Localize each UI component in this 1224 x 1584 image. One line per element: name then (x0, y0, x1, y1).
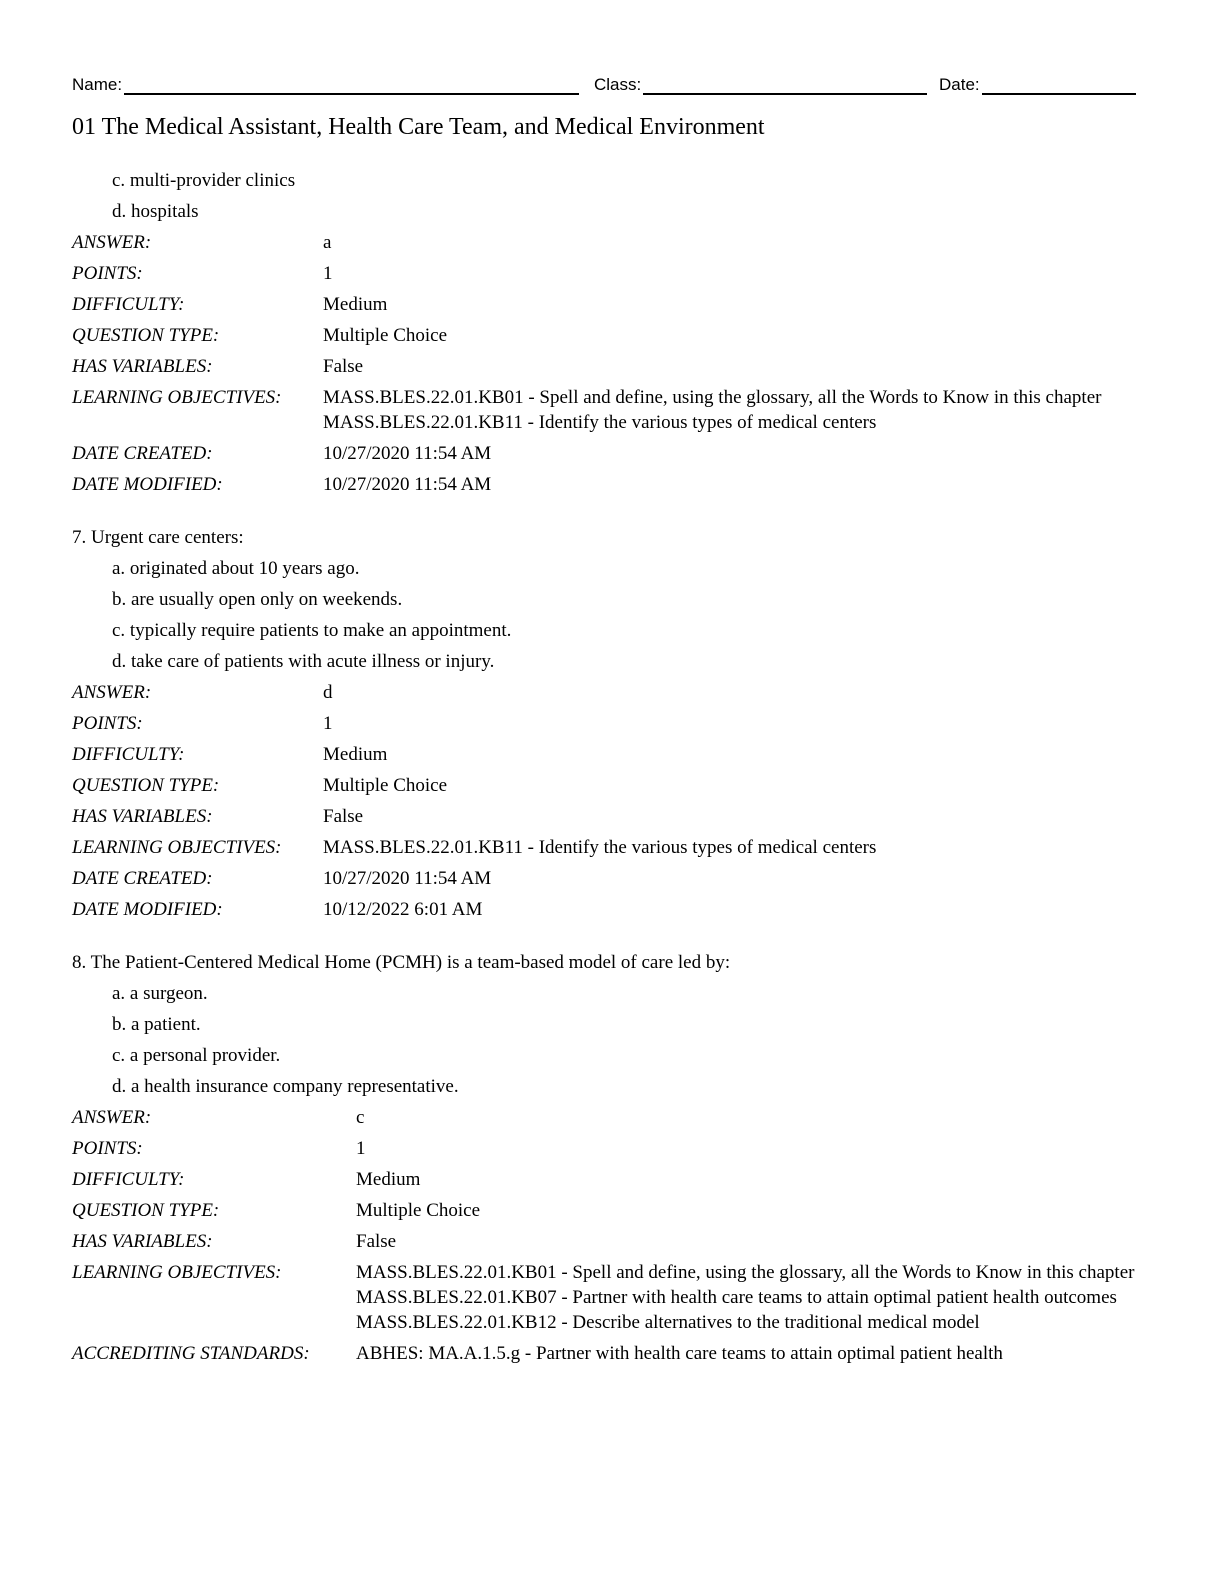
answer-row (72, 1102, 1147, 1133)
page-title: 01 The Medical Assistant, Health Care Team, and Medical Environment (72, 114, 765, 140)
has-variables-row (72, 351, 1147, 382)
learning-objectives-label: LEARNING OBJECTIVES: (72, 837, 282, 858)
difficulty-row (72, 739, 1147, 770)
question-6 (72, 165, 1147, 500)
question-text: 8. The Patient-Centered Medical Home (PCMH) is a team-based model of care led by: (72, 952, 731, 973)
date-modified-row (72, 894, 1147, 925)
difficulty-label: DIFFICULTY: (72, 294, 185, 315)
choice-d: d. a health insurance company representative. (112, 1076, 459, 1097)
answer-value: a (323, 232, 332, 253)
choice-c: c. typically require patients to make an appointment. (112, 620, 512, 641)
learning-objective: MASS.BLES.22.01.KB12 - Describe alternatives to the traditional medical model (356, 1312, 980, 1333)
date-blank[interactable] (982, 74, 1136, 95)
question-type-value: Multiple Choice (323, 325, 448, 346)
has-variables-value: False (323, 356, 364, 377)
has-variables-row (72, 801, 1147, 832)
has-variables-label: HAS VARIABLES: (72, 1231, 213, 1252)
question-7-metadata (72, 677, 1147, 925)
name-blank[interactable] (124, 74, 579, 95)
question-text: 7. Urgent care centers: (72, 527, 244, 548)
learning-objective: MASS.BLES.22.01.KB07 - Partner with health care teams to attain optimal patient health outcomes (356, 1287, 1117, 1308)
name-label: Name: (72, 75, 123, 94)
date-created-label: DATE CREATED: (72, 443, 213, 464)
learning-objective: MASS.BLES.22.01.KB11 - Identify the various types of medical centers (323, 837, 877, 858)
learning-objective: MASS.BLES.22.01.KB01 - Spell and define, using the glossary, all the Words to Know in this chapter (323, 387, 1102, 408)
choice-b: b. are usually open only on weekends. (112, 589, 403, 610)
accrediting-standards-label: ACCREDITING STANDARDS: (72, 1343, 310, 1364)
has-variables-label: HAS VARIABLES: (72, 356, 213, 377)
points-row (72, 258, 1147, 289)
date-modified-label: DATE MODIFIED: (72, 899, 223, 920)
date-created-row (72, 438, 1147, 469)
question-8-metadata (72, 1102, 1147, 1369)
difficulty-label: DIFFICULTY: (72, 744, 185, 765)
question-type-label: QUESTION TYPE: (72, 325, 220, 346)
answer-value: d (323, 682, 333, 703)
date-created-value: 10/27/2020 11:54 AM (323, 868, 492, 889)
points-row (72, 1133, 1147, 1164)
points-label: POINTS: (72, 1138, 143, 1159)
has-variables-label: HAS VARIABLES: (72, 806, 213, 827)
difficulty-value: Medium (356, 1169, 421, 1190)
question-type-row (72, 770, 1147, 801)
date-label: Date: (939, 75, 980, 94)
learning-objectives-label: LEARNING OBJECTIVES: (72, 1262, 282, 1283)
choice-d: d. take care of patients with acute illness or injury. (112, 651, 495, 672)
learning-objectives-row (72, 382, 1147, 438)
answer-label: ANSWER: (72, 682, 152, 703)
learning-objectives-row (72, 832, 1147, 863)
answer-value: c (356, 1107, 365, 1128)
question-type-row (72, 320, 1147, 351)
choice-b: b. a patient. (112, 1014, 201, 1035)
choice-c: c. multi-provider clinics (112, 170, 296, 191)
points-value: 1 (323, 263, 333, 284)
difficulty-value: Medium (323, 744, 388, 765)
has-variables-value: False (356, 1231, 397, 1252)
points-label: POINTS: (72, 713, 143, 734)
question-type-label: QUESTION TYPE: (72, 1200, 220, 1221)
date-modified-value: 10/12/2022 6:01 AM (323, 899, 483, 920)
difficulty-row (72, 289, 1147, 320)
class-label: Class: (594, 75, 642, 94)
difficulty-label: DIFFICULTY: (72, 1169, 185, 1190)
question-type-label: QUESTION TYPE: (72, 775, 220, 796)
learning-objective: MASS.BLES.22.01.KB01 - Spell and define, using the glossary, all the Words to Know in this chapter (356, 1262, 1135, 1283)
has-variables-value: False (323, 806, 364, 827)
class-blank[interactable] (643, 74, 927, 95)
worksheet-header (72, 72, 1142, 96)
has-variables-row (72, 1226, 1147, 1257)
choice-d: d. hospitals (112, 201, 199, 222)
question-6-metadata (72, 227, 1147, 500)
points-row (72, 708, 1147, 739)
accrediting-standards-value: ABHES: MA.A.1.5.g - Partner with health care teams to attain optimal patient health (356, 1343, 1003, 1364)
question-list (72, 165, 1147, 1369)
date-created-label: DATE CREATED: (72, 868, 213, 889)
choice-a: a. originated about 10 years ago. (112, 558, 360, 579)
class-field (594, 74, 927, 95)
learning-objectives-row (72, 1257, 1147, 1338)
answer-row (72, 677, 1147, 708)
question-type-value: Multiple Choice (356, 1200, 481, 1221)
learning-objectives-values (323, 382, 1147, 438)
learning-objectives-label: LEARNING OBJECTIVES: (72, 387, 282, 408)
answer-row (72, 227, 1147, 258)
points-value: 1 (356, 1138, 366, 1159)
difficulty-value: Medium (323, 294, 388, 315)
answer-label: ANSWER: (72, 232, 152, 253)
question-8 (72, 947, 1147, 1369)
difficulty-row (72, 1164, 1147, 1195)
choice-a: a. a surgeon. (112, 983, 208, 1004)
points-value: 1 (323, 713, 333, 734)
date-modified-value: 10/27/2020 11:54 AM (323, 474, 492, 495)
learning-objectives-values (356, 1257, 1147, 1338)
question-type-row (72, 1195, 1147, 1226)
question-type-value: Multiple Choice (323, 775, 448, 796)
date-field (939, 74, 1136, 95)
date-modified-row (72, 469, 1147, 500)
choice-c: c. a personal provider. (112, 1045, 281, 1066)
answer-label: ANSWER: (72, 1107, 152, 1128)
learning-objective: MASS.BLES.22.01.KB11 - Identify the various types of medical centers (323, 412, 877, 433)
name-field (72, 74, 579, 95)
date-created-row (72, 863, 1147, 894)
date-created-value: 10/27/2020 11:54 AM (323, 443, 492, 464)
date-modified-label: DATE MODIFIED: (72, 474, 223, 495)
question-7 (72, 522, 1147, 925)
points-label: POINTS: (72, 263, 143, 284)
accrediting-standards-row (72, 1338, 1147, 1369)
